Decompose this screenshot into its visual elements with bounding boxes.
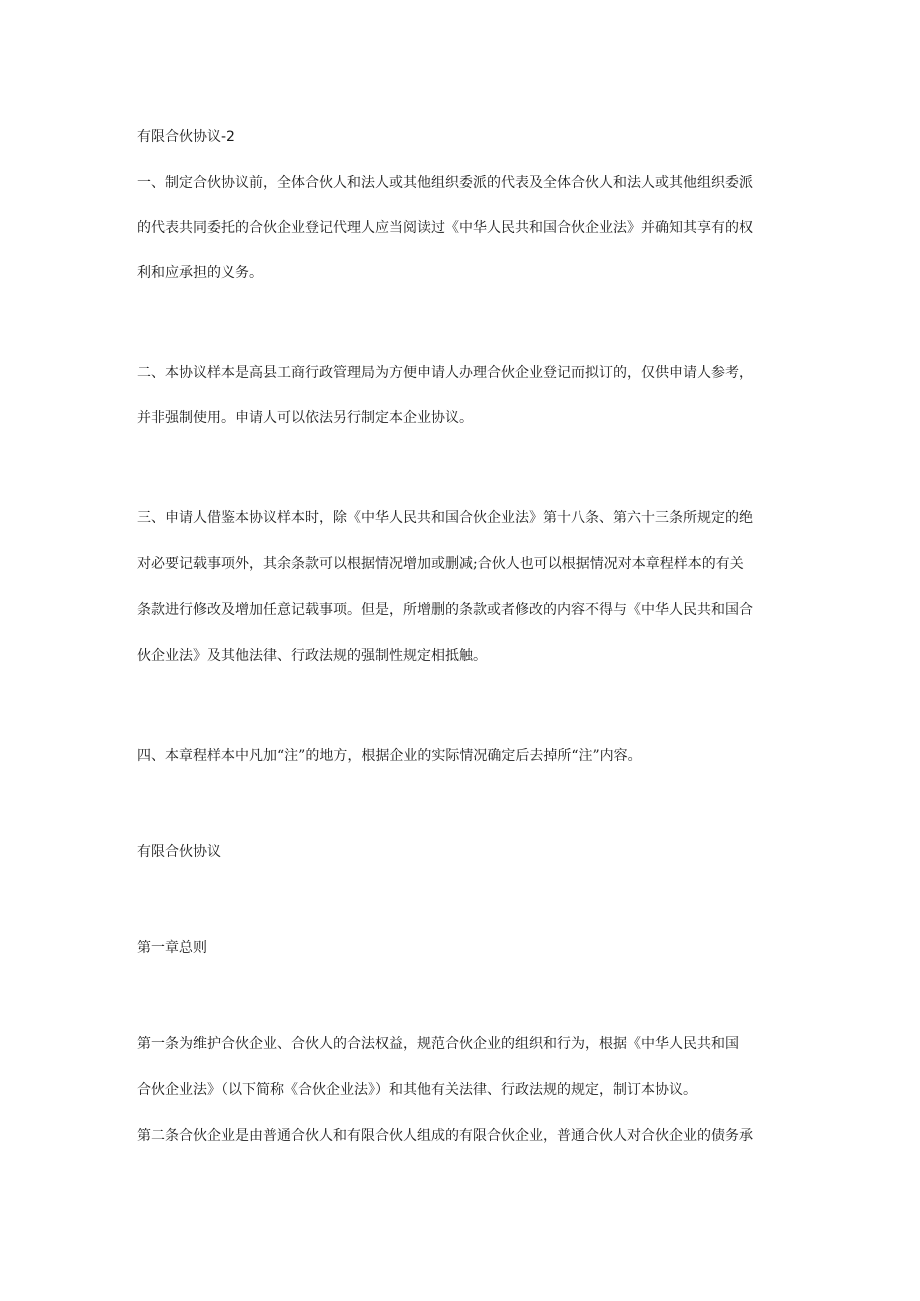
article-1-line-1: 第一条为维护合伙企业、合伙人的合法权益，规范合伙企业的组织和行为，根据《中华人民共和国 xyxy=(137,1036,739,1052)
article-2-line-1: 第二条合伙企业是由普通合伙人和有限合伙人组成的有限合伙企业，普通合伙人对合伙企业的债务承 xyxy=(137,1128,753,1144)
document-heading: 有限合伙协议-2 xyxy=(137,129,235,145)
note-3-line-2: 对必要记载事项外，其余条款可以根据情况增加或删减;合伙人也可以根据情况对本章程样本的有关 xyxy=(137,556,744,572)
note-2-line-1: 二、本协议样本是高县工商行政管理局为方便申请人办理合伙企业登记而拟订的，仅供申请人参考， xyxy=(137,365,753,381)
article-1-line-2: 合伙企业法》（以下简称《合伙企业法》）和其他有关法律、行政法规的规定，制订本协议。 xyxy=(137,1082,697,1098)
note-1-line-1: 一、制定合伙协议前，全体合伙人和法人或其他组织委派的代表及全体合伙人和法人或其他组织委派 xyxy=(137,175,753,191)
note-1-line-3: 利和应承担的义务。 xyxy=(137,265,263,281)
note-1-line-2: 的代表共同委托的合伙企业登记代理人应当阅读过《中华人民共和国合伙企业法》并确知其享有的权 xyxy=(137,220,753,236)
note-3-line-4: 伙企业法》及其他法律、行政法规的强制性规定相抵触。 xyxy=(137,648,487,664)
note-3-line-3: 条款进行修改及增加任意记载事项。但是，所增删的条款或者修改的内容不得与《中华人民共和国合 xyxy=(137,602,753,618)
agreement-title: 有限合伙协议 xyxy=(137,844,221,860)
chapter-title: 第一章总则 xyxy=(137,940,207,956)
note-2-line-2: 并非强制使用。申请人可以依法另行制定本企业协议。 xyxy=(137,410,473,426)
note-4-line-1: 四、本章程样本中凡加“注”的地方，根据企业的实际情况确定后去掉所“注”内容。 xyxy=(137,748,642,764)
note-3-line-1: 三、申请人借鉴本协议样本时，除《中华人民共和国合伙企业法》第十八条、第六十三条所规定的绝 xyxy=(137,510,753,526)
